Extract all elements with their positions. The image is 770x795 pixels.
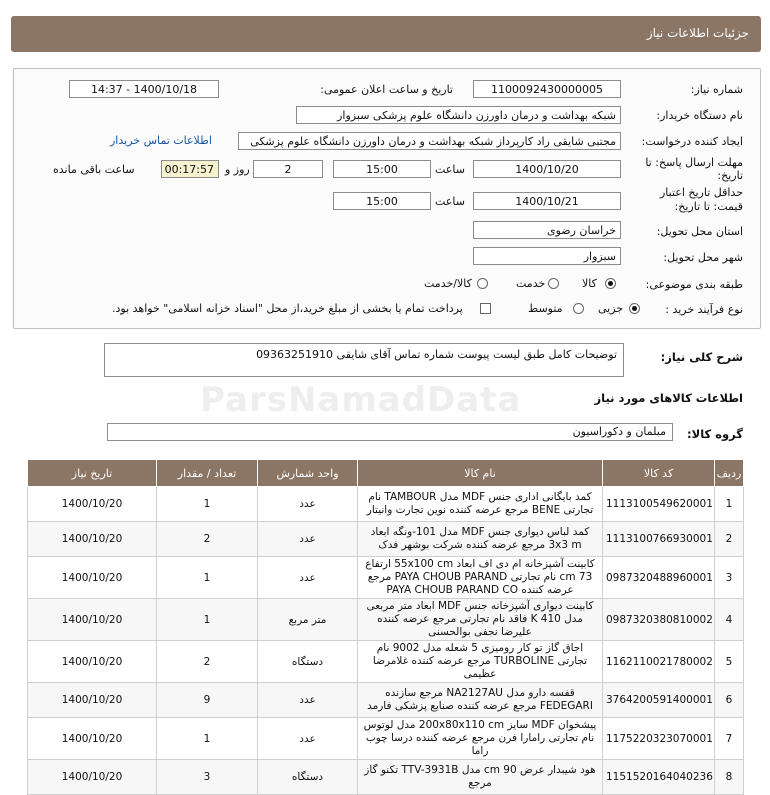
row-number: 8	[715, 760, 744, 795]
table-row	[28, 599, 744, 641]
process-minor-radio[interactable]	[629, 303, 640, 314]
category-both-radio[interactable]	[477, 278, 488, 289]
validity-label-date: قیمت: تا تاریخ:	[674, 200, 743, 213]
validity-time-field: 15:00	[333, 192, 431, 210]
item-qty: 2	[157, 641, 258, 683]
deadline-label: مهلت ارسال پاسخ: تا	[645, 156, 743, 169]
validity-label: حداقل تاریخ اعتبار	[659, 186, 743, 199]
col-date-header: تاریخ نیاز	[28, 460, 157, 487]
buyer-field: شبکه بهداشت و درمان داورزن دانشگاه علوم پزشکی سبزوار	[296, 106, 621, 124]
item-name: قفسه دارو مدل NA2127AU مرجع سازنده FEDEGARI مرجع عرضه کننده صنایع پزشکی فارمد	[358, 683, 603, 718]
col-qty-header: تعداد / مقدار	[157, 460, 258, 487]
item-name: کمد بایگانی اداری جنس MDF مدل TAMBOUR نام تجارتی BENE مرجع عرضه کننده نوین تجارت وانیتار	[358, 487, 603, 522]
item-unit: دستگاه	[258, 760, 358, 795]
item-qty: 2	[157, 522, 258, 557]
row-number: 6	[715, 683, 744, 718]
remaining-time-field: 00:17:57	[161, 160, 219, 178]
table-row	[28, 641, 744, 683]
creator-label: ایجاد کننده درخواست:	[641, 135, 743, 148]
category-service-radio[interactable]	[548, 278, 559, 289]
item-name: اجاق گاز تو کار رومیزی 5 شعله مدل 9002 نام تجارتی TURBOLINE مرجع عرضه کننده غلامرضا عظیمی	[358, 641, 603, 683]
item-name: پیشخوان MDF سایز 200x80x110 cm مدل لوتوس نام تجارتی رامارا فرن مرجع عرضه کننده درسا چوب راما	[358, 718, 603, 760]
creator-field: مجتبی شایقی راد کارپرداز شبکه بهداشت و درمان داورزن دانشگاه علوم پزشکی	[238, 132, 621, 150]
row-number: 3	[715, 557, 744, 599]
item-code: 1113100766930001	[603, 522, 715, 557]
process-label: نوع فرآیند خرید :	[665, 303, 743, 316]
process-medium-radio[interactable]	[573, 303, 584, 314]
item-name: کابینت آشپزخانه ام دی اف ابعاد 55x100 cm ارتفاع 73 cm نام تجارتی PAYA CHOUB PARAND مرجع عرضه کننده PAYA CHOUB PARAND CO	[358, 557, 603, 599]
item-code: 1162110021780002	[603, 641, 715, 683]
goods-group-label: گروه کالا:	[687, 427, 743, 441]
col-unit-header: واحد شمارش	[258, 460, 358, 487]
table-row	[28, 683, 744, 718]
item-unit: عدد	[258, 487, 358, 522]
item-qty: 1	[157, 599, 258, 641]
item-code: 1151520164040236	[603, 760, 715, 795]
province-label: استان محل تحویل:	[656, 225, 743, 238]
item-date: 1400/10/20	[28, 683, 157, 718]
col-name-header: نام کالا	[358, 460, 603, 487]
row-number: 4	[715, 599, 744, 641]
item-code: 1175220323070001	[603, 718, 715, 760]
item-qty: 1	[157, 487, 258, 522]
announce-field: 1400/10/18 - 14:37	[69, 80, 219, 98]
deadline-date-field: 1400/10/20	[473, 160, 621, 178]
item-qty: 1	[157, 718, 258, 760]
row-number: 7	[715, 718, 744, 760]
category-service-label: خدمت	[516, 277, 546, 290]
item-date: 1400/10/20	[28, 760, 157, 795]
description-label: شرح کلی نیاز:	[660, 350, 743, 364]
col-row-header: ردیف	[715, 460, 744, 487]
city-label: شهر محل تحویل:	[663, 251, 743, 264]
watermark: ParsNamadData	[200, 380, 522, 420]
buyer-label: نام دستگاه خریدار:	[656, 109, 743, 122]
goods-group-field: مبلمان و دکوراسیون	[107, 423, 673, 441]
item-name: کابینت دیواری آشپزخانه جنس MDF ابعاد متر مربعی مدل K 410 فاقد نام تجارتی مرجع عرضه کننده علیرضا نجفی بوالحسنی	[358, 599, 603, 641]
table-row	[28, 487, 744, 522]
process-minor-label: جزیی	[598, 302, 624, 315]
days-field: 2	[253, 160, 323, 178]
item-unit: عدد	[258, 718, 358, 760]
item-name: هود شیبدار عرض 90 cm مدل TTV-3931B تکنو گاز مرجع	[358, 760, 603, 795]
announce-label: تاریخ و ساعت اعلان عمومی:	[320, 83, 453, 96]
remaining-label: ساعت باقی مانده	[53, 163, 135, 176]
treasury-payment-note: پرداخت تمام یا بخشی از مبلغ خرید،از محل "اسناد خزانه اسلامی" خواهد بود.	[112, 302, 463, 315]
item-date: 1400/10/20	[28, 487, 157, 522]
col-code-header: کد کالا	[603, 460, 715, 487]
days-label: روز و	[225, 163, 250, 176]
province-field: خراسان رضوی	[473, 221, 621, 239]
need-number-field: 1100092430000005	[473, 80, 621, 98]
item-date: 1400/10/20	[28, 522, 157, 557]
row-number: 5	[715, 641, 744, 683]
item-code: 1113100549620001	[603, 487, 715, 522]
page-title: جزئیات اطلاعات نیاز	[646, 26, 749, 40]
item-date: 1400/10/20	[28, 718, 157, 760]
deadline-time-field: 15:00	[333, 160, 431, 178]
need-number-label: شماره نیاز:	[690, 83, 743, 96]
item-code: 3764200591400001	[603, 683, 715, 718]
table-row	[28, 718, 744, 760]
treasury-payment-checkbox[interactable]	[480, 303, 491, 314]
description-field: توضیحات کامل طبق لیست پیوست شماره تماس آقای شایقی 09363251910	[104, 343, 624, 377]
item-unit: عدد	[258, 683, 358, 718]
category-goods-radio[interactable]	[605, 278, 616, 289]
table-row	[28, 760, 744, 795]
category-goods-label: کالا	[582, 277, 597, 290]
item-qty: 3	[157, 760, 258, 795]
row-number: 2	[715, 522, 744, 557]
process-medium-label: متوسط	[528, 302, 563, 315]
item-date: 1400/10/20	[28, 599, 157, 641]
deadline-time-label: ساعت	[435, 163, 465, 176]
item-name: کمد لباس دیواری جنس MDF مدل 101-ونگه ابعاد 3x3 m مرجع عرضه کننده شرکت بوشهر فدک	[358, 522, 603, 557]
category-label: طبقه بندی موضوعی:	[645, 278, 743, 291]
goods-section-title: اطلاعات کالاهای مورد نیاز	[594, 391, 743, 405]
item-code: 0987320488960001	[603, 557, 715, 599]
item-date: 1400/10/20	[28, 641, 157, 683]
row-number: 1	[715, 487, 744, 522]
item-unit: عدد	[258, 557, 358, 599]
item-qty: 9	[157, 683, 258, 718]
item-qty: 1	[157, 557, 258, 599]
validity-date-field: 1400/10/21	[473, 192, 621, 210]
city-field: سبزوار	[473, 247, 621, 265]
table-row	[28, 557, 744, 599]
item-unit: دستگاه	[258, 641, 358, 683]
item-code: 0987320380810002	[603, 599, 715, 641]
buyer-contact-link[interactable]: اطلاعات تماس خریدار	[110, 134, 212, 147]
item-unit: متر مربع	[258, 599, 358, 641]
page-header	[11, 16, 761, 52]
item-unit: عدد	[258, 522, 358, 557]
table-row	[28, 522, 744, 557]
category-both-label: کالا/خدمت	[424, 277, 472, 290]
validity-time-label: ساعت	[435, 195, 465, 208]
goods-table-header	[28, 460, 744, 487]
item-date: 1400/10/20	[28, 557, 157, 599]
deadline-label-date: تاریخ:	[717, 169, 743, 182]
